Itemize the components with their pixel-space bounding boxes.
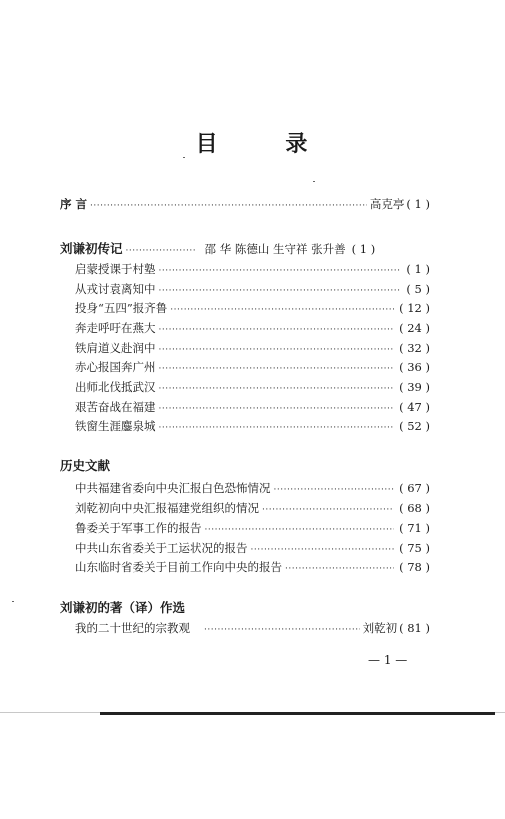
toc-entry [75, 320, 430, 338]
entry-title: 中共山东省委关于工运状况的报告 [75, 541, 248, 555]
entry-author: 高克亭 [369, 197, 405, 211]
entry-page: ( 39 ) [399, 380, 430, 394]
leader-dots [159, 361, 395, 377]
leader-dots [170, 302, 394, 318]
entry-page: ( 1 ) [351, 242, 376, 256]
section-title: 刘谦初传记 [60, 241, 123, 256]
entry-page: ( 67 ) [399, 481, 430, 495]
toc-entry [75, 500, 430, 518]
entry-page: ( 81 ) [399, 621, 430, 635]
toc-entry [75, 620, 430, 638]
entry-page: ( 12 ) [399, 301, 430, 315]
leader-dots [204, 622, 360, 638]
toc-entry [75, 261, 430, 279]
toc-entry [75, 520, 430, 538]
leader-dots [262, 502, 394, 518]
toc-entry [75, 359, 430, 377]
leader-dots [90, 198, 367, 214]
entry-title: 我的二十世纪的宗教观 [75, 621, 190, 635]
entry-title: 启蒙授课于村塾 [75, 262, 156, 276]
leader-dots [274, 482, 395, 498]
entry-title: 赤心报国奔广州 [75, 360, 156, 374]
leader-dots [159, 283, 402, 299]
entry-title: 投身“五四”报齐鲁 [75, 301, 168, 315]
section-heading-works: 刘谦初的著（译）作选 [60, 600, 186, 615]
toc-entry [75, 559, 430, 577]
entry-title: 鲁委关于军事工作的报告 [75, 521, 202, 535]
entry-title: 奔走呼吁在燕大 [75, 321, 156, 335]
leader-dots [159, 420, 395, 436]
leader-dots [159, 342, 395, 358]
entry-title: 序 言 [60, 197, 88, 211]
leader-dots [159, 401, 395, 417]
toc-entry-preface [60, 196, 430, 214]
toc-entry [75, 379, 430, 397]
leader-dots [251, 542, 395, 558]
entry-title: 山东临时省委关于目前工作向中央的报告 [75, 560, 282, 574]
section-heading-biography [60, 241, 430, 259]
toc-entry [75, 399, 430, 417]
toc-entry [75, 340, 430, 358]
section-heading-documents: 历史文献 [60, 458, 111, 473]
leader-dots [159, 381, 395, 397]
entry-title: 中共福建省委向中央汇报白色恐怖情况 [75, 481, 271, 495]
page-number: — 1 — [368, 653, 408, 667]
leader-dots [159, 322, 395, 338]
entry-page: ( 47 ) [399, 400, 430, 414]
entry-page: ( 52 ) [399, 419, 430, 433]
entry-page: ( 1 ) [406, 197, 430, 211]
scan-speck [12, 601, 14, 602]
leader-dots [205, 522, 395, 538]
leader-dots [126, 243, 196, 259]
entry-title: 艰苦奋战在福建 [75, 400, 156, 414]
bottom-rule-thick [100, 712, 495, 715]
entry-page: ( 78 ) [399, 560, 430, 574]
toc-entry [75, 480, 430, 498]
entry-title: 从戎讨袁离知中 [75, 282, 156, 296]
entry-page: ( 36 ) [399, 360, 430, 374]
leader-dots [285, 561, 394, 577]
leader-dots [159, 263, 402, 279]
entry-title: 刘乾初向中央汇报福建党组织的情况 [75, 501, 259, 515]
entry-page: ( 71 ) [399, 521, 430, 535]
entry-page: ( 32 ) [399, 341, 430, 355]
entry-page: ( 5 ) [406, 282, 430, 296]
scan-speck [183, 157, 185, 158]
entry-title: 铁窗生涯鏖泉城 [75, 419, 156, 433]
toc-entry [75, 540, 430, 558]
entry-page: ( 75 ) [399, 541, 430, 555]
toc-entry [75, 418, 430, 436]
scan-speck [313, 181, 315, 182]
entry-page: ( 24 ) [399, 321, 430, 335]
entry-page: ( 1 ) [406, 262, 430, 276]
page-title: 目 录 [195, 132, 338, 157]
section-authors: 邵 华 陈德山 生守祥 张升善 [204, 242, 346, 256]
entry-page: ( 68 ) [399, 501, 430, 515]
entry-title: 出师北伐抵武汉 [75, 380, 156, 394]
toc-entry [75, 300, 430, 318]
toc-entry [75, 281, 430, 299]
entry-title: 铁肩道义赴润中 [75, 341, 156, 355]
entry-author: 刘乾初 [362, 621, 398, 635]
